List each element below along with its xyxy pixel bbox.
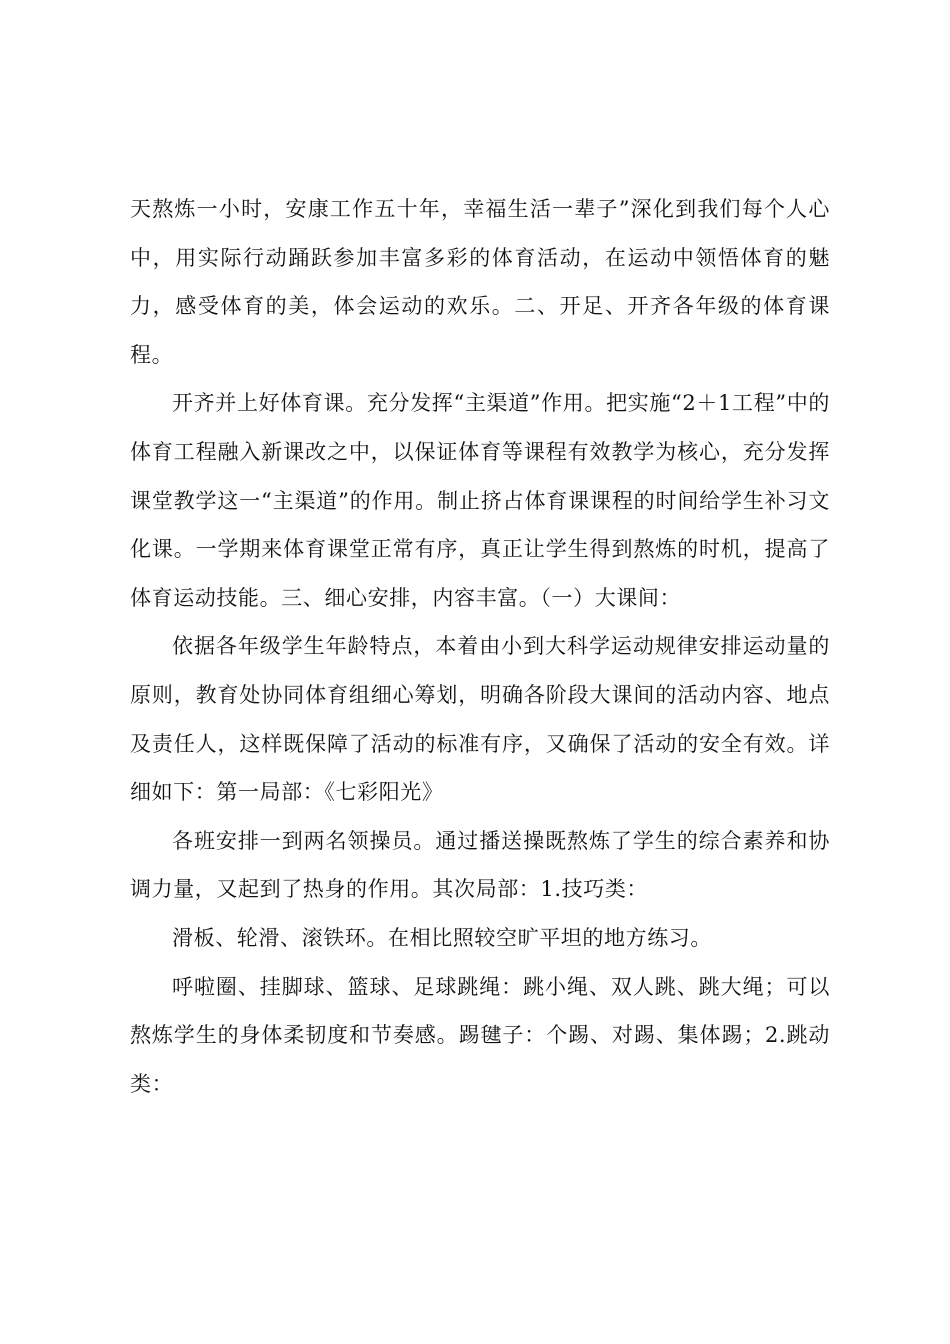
paragraph-2: 开齐并上好体育课。充分发挥“主渠道”作用。把实施“2＋1工程”中的体育工程融入新课改之中，以保证体育等课程有效教学为核心，充分发挥课堂教学这一“主渠道”的作用。制止挤占体育课课程的时间给学生补习文化课。一学期来体育课堂正常有序，真正让学生得到熬炼的时机，提高了体育运动技能。三、细心安排，内容丰富。（一）大课间： — [130, 391, 830, 610]
paragraph-5: 滑板、轮滑、滚铁环。在相比照较空旷平坦的地方练习。 — [172, 925, 712, 950]
paragraph-3: 依据各年级学生年龄特点，本着由小到大科学运动规律安排运动量的原则，教育处协同体育组细心筹划，明确各阶段大课间的活动内容、地点及责任人，这样既保障了活动的标准有序，又确保了活动的安全有效。详细如下：第一局部：《七彩阳光》 — [130, 634, 830, 805]
paragraph-6: 呼啦圈、挂脚球、篮球、足球跳绳：跳小绳、双人跳、跳大绳；可以熬炼学生的身体柔韧度和节奏感。踢毽子：个踢、对踢、集体踢；2.跳动类： — [130, 974, 830, 1096]
document-body — [130, 185, 830, 1108]
paragraph-4: 各班安排一到两名领操员。通过播送操既熬炼了学生的综合素养和协调力量，又起到了热身的作用。其次局部：1.技巧类： — [130, 828, 830, 902]
paragraph-1: 天熬炼一小时，安康工作五十年，幸福生活一辈子”深化到我们每个人心中，用实际行动踊跃参加丰富多彩的体育活动，在运动中领悟体育的魅力，感受体育的美，体会运动的欢乐。二、开足、开齐各年级的体育课程。 — [130, 197, 830, 367]
